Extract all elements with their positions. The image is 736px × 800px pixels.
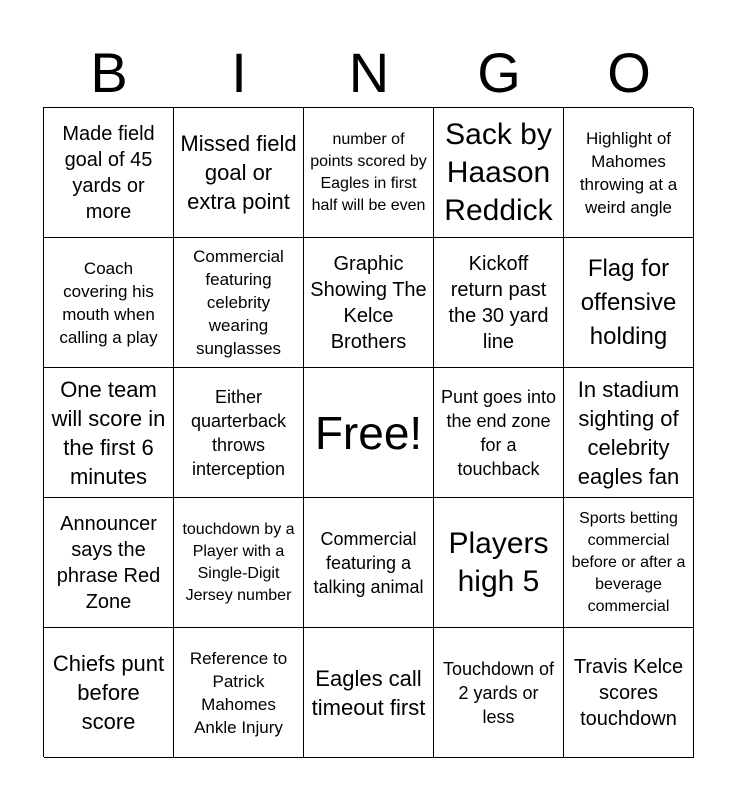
cell-text: Kickoff return past the 30 yard line xyxy=(448,252,549,353)
bingo-header xyxy=(44,40,694,106)
cell-text: One team will score in the first 6 minutes xyxy=(51,376,166,489)
bingo-cell[interactable] xyxy=(44,108,174,238)
bingo-cell[interactable] xyxy=(174,498,304,628)
bingo-cell[interactable] xyxy=(434,628,564,758)
free-space[interactable] xyxy=(304,368,434,498)
cell-text: Announcer says the phrase Red Zone xyxy=(56,512,161,613)
cell-text: Players high 5 xyxy=(448,526,549,598)
cell-text: Sports betting commercial before or after a beverage commercial xyxy=(571,509,686,615)
cell-text: Missed field goal or extra point xyxy=(180,131,297,214)
bingo-cell[interactable] xyxy=(304,498,434,628)
cell-text: Graphic Showing The Kelce Brothers xyxy=(310,252,427,353)
bingo-cell[interactable] xyxy=(304,628,434,758)
cell-text: Commercial featuring celebrity wearing sunglasses xyxy=(193,247,284,358)
cell-text: touchdown by a Player with a Single-Digit Jersey number xyxy=(182,520,295,604)
cell-text: Coach covering his mouth when calling a play xyxy=(59,258,158,347)
cell-text: Flag for offensive holding xyxy=(580,254,677,350)
bingo-cell[interactable] xyxy=(564,108,694,238)
cell-text: Either quarterback throws interception xyxy=(190,386,287,479)
header-letter-o: O xyxy=(607,41,651,104)
cell-text: Punt goes into the end zone for a touchback xyxy=(440,386,557,479)
header-letter-i: I xyxy=(231,41,247,104)
bingo-cell[interactable] xyxy=(564,498,694,628)
header-letter-b: B xyxy=(90,41,128,104)
bingo-cell[interactable] xyxy=(44,368,174,498)
bingo-cell[interactable] xyxy=(434,108,564,238)
bingo-cell[interactable] xyxy=(174,238,304,368)
bingo-cell[interactable] xyxy=(564,368,694,498)
cell-text: Commercial featuring a talking animal xyxy=(313,528,424,597)
bingo-cell[interactable] xyxy=(304,238,434,368)
cell-text: Highlight of Mahomes throwing at a weird angle xyxy=(579,128,678,217)
bingo-cell[interactable] xyxy=(44,498,174,628)
cell-text: Eagles call timeout first xyxy=(311,665,426,720)
bingo-cell[interactable] xyxy=(434,498,564,628)
cell-text: In stadium sighting of celebrity eagles fan xyxy=(577,376,680,489)
cell-text: Sack by Haason Reddick xyxy=(444,117,553,227)
header-letter-n: N xyxy=(348,41,390,104)
cell-text: Travis Kelce scores touchdown xyxy=(573,655,684,730)
bingo-cell[interactable] xyxy=(304,108,434,238)
bingo-cell[interactable] xyxy=(44,238,174,368)
header-letter-g: G xyxy=(477,41,521,104)
cell-text: Free! xyxy=(314,406,423,459)
bingo-cell[interactable] xyxy=(434,368,564,498)
cell-text: number of points scored by Eagles in first half will be even xyxy=(310,130,427,214)
cell-text: Chiefs punt before score xyxy=(52,651,165,734)
bingo-cell[interactable] xyxy=(174,628,304,758)
bingo-cell[interactable] xyxy=(174,108,304,238)
bingo-cell[interactable] xyxy=(434,238,564,368)
bingo-cell[interactable] xyxy=(564,238,694,368)
cell-text: Reference to Patrick Mahomes Ankle Injury xyxy=(189,648,288,737)
bingo-grid xyxy=(43,107,693,757)
bingo-cell[interactable] xyxy=(174,368,304,498)
cell-text: Touchdown of 2 yards or less xyxy=(442,658,555,727)
bingo-cell[interactable] xyxy=(44,628,174,758)
cell-text: Made field goal of 45 yards or more xyxy=(62,122,155,223)
bingo-cell[interactable] xyxy=(564,628,694,758)
